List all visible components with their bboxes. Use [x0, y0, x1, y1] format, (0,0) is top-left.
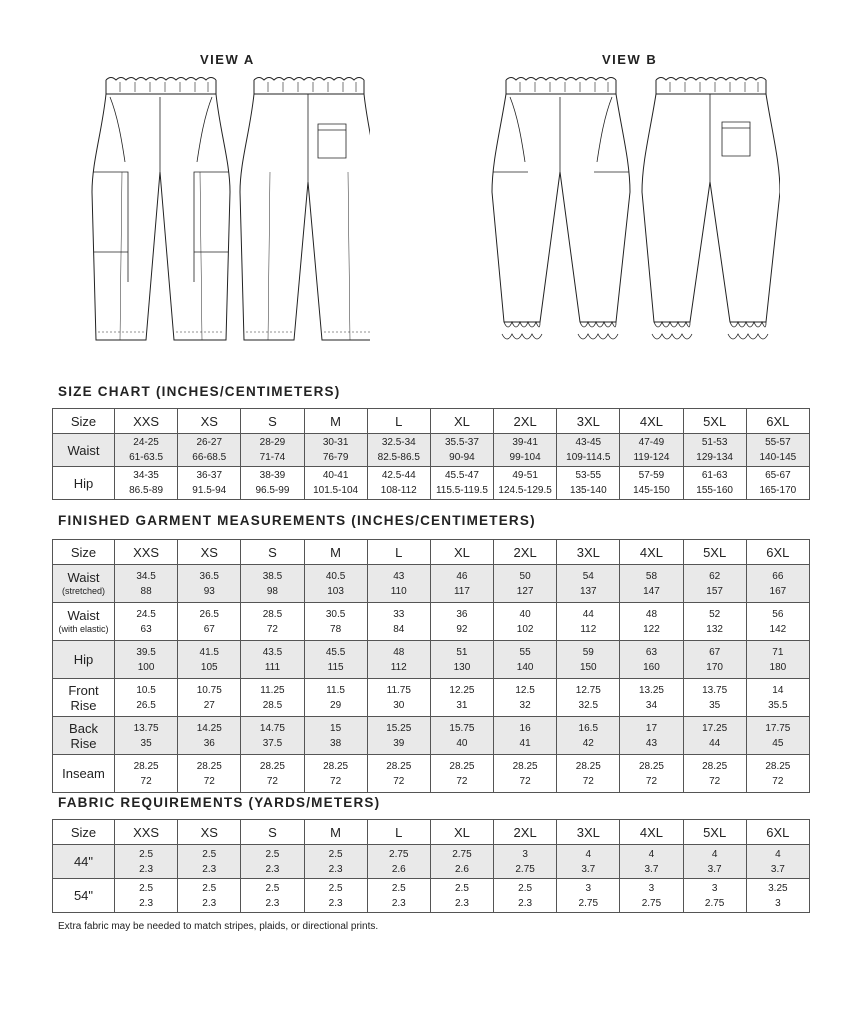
size-column-header: 3XL	[557, 540, 620, 565]
table-row	[53, 603, 810, 641]
size-column-header: M	[304, 409, 367, 434]
table-cell: 10.75 27	[178, 679, 241, 717]
table-cell: 11.75 30	[367, 679, 430, 717]
table-cell: 28.25 72	[367, 755, 430, 793]
table-cell: 28.25 72	[746, 755, 809, 793]
table-cell: 36.5 93	[178, 565, 241, 603]
table-cell: 45.5 115	[304, 641, 367, 679]
size-column-header: 6XL	[746, 820, 809, 845]
table-cell: 42.5-44 108-112	[367, 467, 430, 500]
table-cell: 39-41 99-104	[494, 434, 557, 467]
table-cell: 36 92	[430, 603, 493, 641]
table-row	[53, 641, 810, 679]
table-cell: 16.5 42	[557, 717, 620, 755]
table-cell: 52 132	[683, 603, 746, 641]
table-cell: 41.5 105	[178, 641, 241, 679]
footnote: Extra fabric may be needed to match stripes, plaids, or directional prints.	[58, 921, 379, 932]
size-column-header: 4XL	[620, 540, 683, 565]
finished-measurements-table	[52, 539, 810, 793]
table-cell: 28.25 72	[304, 755, 367, 793]
table-cell: 59 150	[557, 641, 620, 679]
size-column-header: M	[304, 540, 367, 565]
table-cell: 43.5 111	[241, 641, 304, 679]
table-row	[53, 755, 810, 793]
fabric-requirements-table	[52, 819, 810, 913]
table-cell: 17.75 45	[746, 717, 809, 755]
table-cell: 57-59 145-150	[620, 467, 683, 500]
table-row	[53, 717, 810, 755]
table-cell: 48 112	[367, 641, 430, 679]
size-column-header: 6XL	[746, 409, 809, 434]
table-cell: 35.5-37 90-94	[430, 434, 493, 467]
view-b-back-drawing	[642, 78, 780, 340]
finished-measurements-title: FINISHED GARMENT MEASUREMENTS (INCHES/CENTIMETERS)	[58, 513, 536, 528]
table-cell: 11.5 29	[304, 679, 367, 717]
table-row	[53, 679, 810, 717]
table-cell: 30-31 76-79	[304, 434, 367, 467]
row-label: Waist	[53, 434, 115, 467]
table-cell: 56 142	[746, 603, 809, 641]
table-cell: 12.5 32	[494, 679, 557, 717]
view-b-front-drawing	[492, 78, 630, 340]
table-cell: 49-51 124.5-129.5	[494, 467, 557, 500]
table-cell: 4 3.7	[620, 845, 683, 879]
table-cell: 15.25 39	[367, 717, 430, 755]
row-label: Inseam	[53, 755, 115, 793]
table-cell: 28.25 72	[557, 755, 620, 793]
table-cell: 17 43	[620, 717, 683, 755]
table-row	[53, 845, 810, 879]
table-cell: 10.5 26.5	[115, 679, 178, 717]
size-chart-table	[52, 408, 810, 500]
table-cell: 2.5 2.3	[494, 879, 557, 913]
size-column-header: S	[241, 540, 304, 565]
size-column-header: S	[241, 820, 304, 845]
table-cell: 58 147	[620, 565, 683, 603]
size-column-header: L	[367, 820, 430, 845]
size-column-header: XL	[430, 820, 493, 845]
table-cell: 28.25 72	[430, 755, 493, 793]
size-chart-title: SIZE CHART (INCHES/CENTIMETERS)	[58, 384, 341, 399]
view-b-illustration	[480, 72, 780, 352]
table-cell: 43-45 109-114.5	[557, 434, 620, 467]
size-column-header: M	[304, 820, 367, 845]
table-cell: 55 140	[494, 641, 557, 679]
row-label: Waist (with elastic)	[53, 603, 115, 641]
size-header-cell: Size	[53, 540, 115, 565]
size-column-header: XL	[430, 540, 493, 565]
row-label: Front Rise	[53, 679, 115, 717]
table-cell: 38-39 96.5-99	[241, 467, 304, 500]
size-column-header: 4XL	[620, 409, 683, 434]
table-cell: 2.5 2.3	[430, 879, 493, 913]
size-column-header: 2XL	[494, 409, 557, 434]
table-cell: 12.25 31	[430, 679, 493, 717]
table-cell: 65-67 165-170	[746, 467, 809, 500]
table-cell: 12.75 32.5	[557, 679, 620, 717]
table-cell: 40-41 101.5-104	[304, 467, 367, 500]
table-cell: 4 3.7	[746, 845, 809, 879]
row-label: Back Rise	[53, 717, 115, 755]
table-cell: 44 112	[557, 603, 620, 641]
table-cell: 46 117	[430, 565, 493, 603]
size-column-header: 5XL	[683, 540, 746, 565]
table-cell: 13.75 35	[115, 717, 178, 755]
size-column-header: XL	[430, 409, 493, 434]
table-cell: 51 130	[430, 641, 493, 679]
size-column-header: XXS	[115, 409, 178, 434]
table-row	[53, 565, 810, 603]
table-cell: 53-55 135-140	[557, 467, 620, 500]
table-cell: 11.25 28.5	[241, 679, 304, 717]
row-label: Hip	[53, 467, 115, 500]
table-cell: 62 157	[683, 565, 746, 603]
header-row	[53, 540, 810, 565]
header-row	[53, 820, 810, 845]
table-cell: 14.25 36	[178, 717, 241, 755]
table-cell: 36-37 91.5-94	[178, 467, 241, 500]
size-column-header: L	[367, 409, 430, 434]
table-cell: 63 160	[620, 641, 683, 679]
table-cell: 33 84	[367, 603, 430, 641]
table-cell: 3 2.75	[683, 879, 746, 913]
table-cell: 28.25 72	[178, 755, 241, 793]
size-column-header: 3XL	[557, 820, 620, 845]
table-cell: 2.5 2.3	[241, 845, 304, 879]
table-cell: 71 180	[746, 641, 809, 679]
table-cell: 28-29 71-74	[241, 434, 304, 467]
table-cell: 67 170	[683, 641, 746, 679]
table-cell: 16 41	[494, 717, 557, 755]
table-cell: 28.25 72	[115, 755, 178, 793]
size-column-header: 2XL	[494, 820, 557, 845]
table-cell: 32.5-34 82.5-86.5	[367, 434, 430, 467]
table-cell: 55-57 140-145	[746, 434, 809, 467]
table-cell: 2.75 2.6	[367, 845, 430, 879]
size-column-header: 3XL	[557, 409, 620, 434]
table-cell: 2.5 2.3	[367, 879, 430, 913]
size-header-cell: Size	[53, 820, 115, 845]
row-label: Hip	[53, 641, 115, 679]
row-label: 44"	[53, 845, 115, 879]
table-cell: 13.75 35	[683, 679, 746, 717]
size-column-header: XS	[178, 820, 241, 845]
table-row	[53, 467, 810, 500]
table-cell: 28.25 72	[241, 755, 304, 793]
view-a-front-drawing	[92, 78, 230, 341]
table-cell: 15 38	[304, 717, 367, 755]
table-cell: 2.5 2.3	[115, 845, 178, 879]
table-cell: 4 3.7	[683, 845, 746, 879]
table-cell: 47-49 119-124	[620, 434, 683, 467]
table-cell: 15.75 40	[430, 717, 493, 755]
table-cell: 24-25 61-63.5	[115, 434, 178, 467]
size-column-header: XS	[178, 540, 241, 565]
table-cell: 34-35 86.5-89	[115, 467, 178, 500]
table-cell: 28.25 72	[683, 755, 746, 793]
table-cell: 61-63 155-160	[683, 467, 746, 500]
table-cell: 45.5-47 115.5-119.5	[430, 467, 493, 500]
size-column-header: 2XL	[494, 540, 557, 565]
table-cell: 30.5 78	[304, 603, 367, 641]
table-cell: 4 3.7	[557, 845, 620, 879]
table-cell: 40 102	[494, 603, 557, 641]
row-label: Waist (stretched)	[53, 565, 115, 603]
size-column-header: 5XL	[683, 409, 746, 434]
table-cell: 26.5 67	[178, 603, 241, 641]
table-cell: 48 122	[620, 603, 683, 641]
table-cell: 3 2.75	[557, 879, 620, 913]
table-cell: 28.25 72	[494, 755, 557, 793]
table-cell: 51-53 129-134	[683, 434, 746, 467]
size-header-cell: Size	[53, 409, 115, 434]
table-cell: 24.5 63	[115, 603, 178, 641]
table-cell: 13.25 34	[620, 679, 683, 717]
table-cell: 2.5 2.3	[304, 845, 367, 879]
table-row	[53, 879, 810, 913]
table-cell: 2.5 2.3	[304, 879, 367, 913]
table-cell: 28.25 72	[620, 755, 683, 793]
table-cell: 3.25 3	[746, 879, 809, 913]
fabric-requirements-title: FABRIC REQUIREMENTS (YARDS/METERS)	[58, 795, 381, 810]
table-cell: 43 110	[367, 565, 430, 603]
table-cell: 3 2.75	[494, 845, 557, 879]
view-a-illustration	[80, 72, 370, 352]
size-column-header: 5XL	[683, 820, 746, 845]
size-column-header: XXS	[115, 820, 178, 845]
table-cell: 38.5 98	[241, 565, 304, 603]
row-label: 54"	[53, 879, 115, 913]
table-cell: 26-27 66-68.5	[178, 434, 241, 467]
table-cell: 40.5 103	[304, 565, 367, 603]
table-cell: 2.5 2.3	[178, 879, 241, 913]
table-cell: 28.5 72	[241, 603, 304, 641]
table-cell: 14.75 37.5	[241, 717, 304, 755]
size-column-header: S	[241, 409, 304, 434]
size-column-header: 4XL	[620, 820, 683, 845]
header-row	[53, 409, 810, 434]
table-cell: 2.5 2.3	[178, 845, 241, 879]
size-column-header: XS	[178, 409, 241, 434]
size-column-header: 6XL	[746, 540, 809, 565]
table-row	[53, 434, 810, 467]
table-cell: 54 137	[557, 565, 620, 603]
table-cell: 2.75 2.6	[430, 845, 493, 879]
table-cell: 3 2.75	[620, 879, 683, 913]
view-a-back-drawing	[240, 78, 370, 341]
table-cell: 39.5 100	[115, 641, 178, 679]
table-cell: 66 167	[746, 565, 809, 603]
table-cell: 2.5 2.3	[115, 879, 178, 913]
table-cell: 34.5 88	[115, 565, 178, 603]
table-cell: 50 127	[494, 565, 557, 603]
table-cell: 2.5 2.3	[241, 879, 304, 913]
size-column-header: L	[367, 540, 430, 565]
size-column-header: XXS	[115, 540, 178, 565]
view-a-label: VIEW A	[200, 52, 255, 67]
table-cell: 17.25 44	[683, 717, 746, 755]
view-b-label: VIEW B	[602, 52, 658, 67]
table-cell: 14 35.5	[746, 679, 809, 717]
